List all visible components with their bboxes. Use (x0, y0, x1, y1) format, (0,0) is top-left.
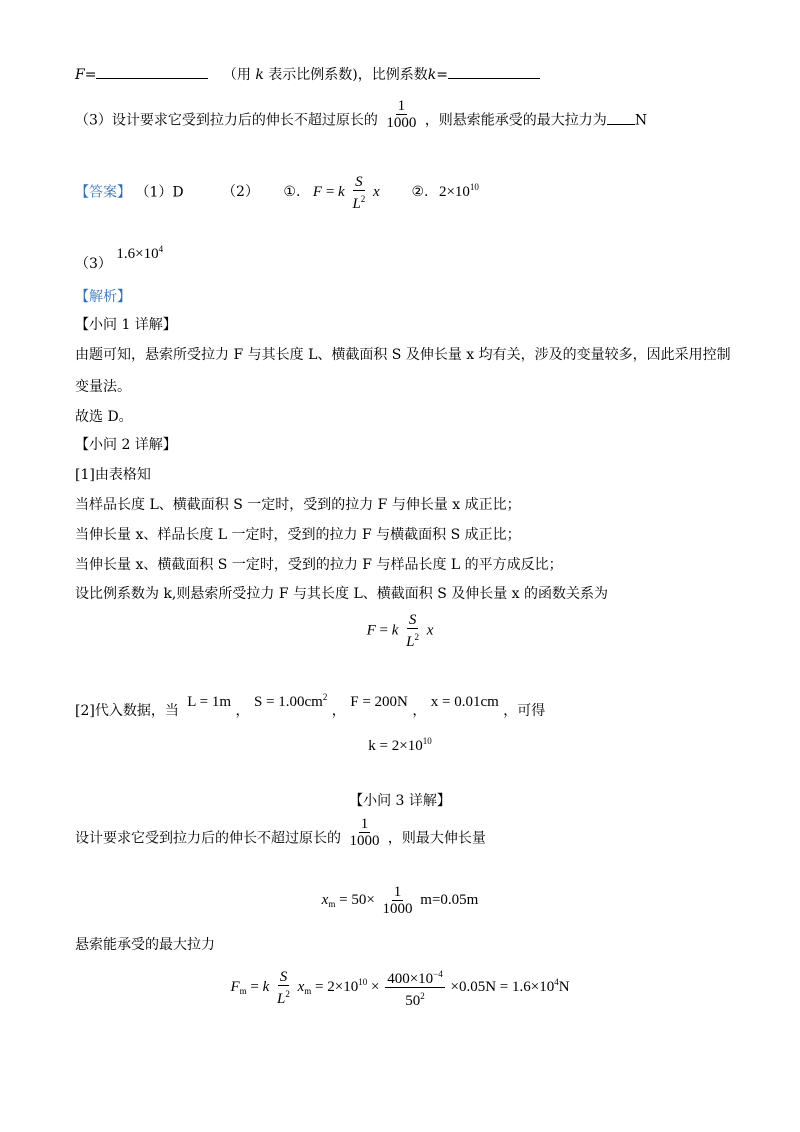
s3-frac-den: 1000 (349, 833, 380, 849)
formula-S: S (355, 174, 363, 190)
formula-F: F (312, 184, 323, 201)
section-2-text-d: 当伸长量 x、横截面积 S 一定时，受到的拉力 F 与样品长度 L 的平方成反比； (75, 557, 563, 573)
answer-part2: （2） (222, 184, 259, 201)
section-2-heading: 【小问 2 详解】 (75, 437, 177, 453)
sub-x: x = 0.01cm (430, 694, 499, 710)
k-result (0, 736, 800, 755)
sub-F: F = 200N (350, 694, 408, 710)
k-result-base: k = 2×10 (368, 738, 423, 754)
fm-num (385, 966, 445, 988)
section-2-text-a: [1]由表格知 (75, 467, 151, 483)
sub-prefix: [2]代入数据，当 (75, 703, 179, 719)
answer-blank-2 (448, 64, 540, 79)
fm-unit: N (558, 978, 570, 995)
q3-fraction (384, 98, 418, 131)
answer-line (75, 174, 479, 212)
fm-formula: $F_m = k$ $\frac{S}{L^2}$ $x_m = 2\times 10^{10}$ × $\frac{400\times 10^{-4}}{50^2}$ $\times 0.05N = 1.6\times 10^4N$ (0, 966, 800, 1009)
fm-num-exp: −4 (433, 969, 443, 979)
v3-exp: 4 (158, 244, 164, 254)
formula-L: L (352, 196, 361, 212)
xm-result: m=0.05m (420, 891, 479, 908)
q3-suffix: ，则悬索能承受的最大拉力为 (424, 112, 607, 129)
fm-num-base: 400×10 (387, 971, 434, 987)
v2-base: 2×10 (438, 184, 470, 201)
section-2-text-e: 设比例系数为 k,则悬索所受拉力 F 与其长度 L、横截面积 S 及伸长量 x 的函数关系为 (75, 586, 609, 602)
circle-2: ②. (411, 184, 429, 201)
formula-x: x (373, 184, 380, 201)
answer-formula: F = k $\frac{S}{L^2}$ x (312, 174, 380, 212)
sub-post: ，可得 (503, 703, 546, 719)
section-1-text-a: 由题可知，悬索所受拉力 F 与其长度 L、横截面积 S 及伸长量 x 均有关，涉及的变量较多，因此采用控制 (75, 347, 731, 363)
v2-exp: 10 (469, 182, 479, 193)
fm-frac-1: $\frac{S}{L^2}$ (277, 968, 290, 1007)
question-3 (75, 98, 647, 131)
v3-base: 1.6×10 (116, 246, 159, 262)
note-rest: 表示比例系数)，比例系数 (268, 67, 428, 83)
note-start: （用 (222, 67, 251, 83)
circle-1: ①. (283, 184, 301, 201)
answer-blank-3 (607, 110, 635, 125)
xm-eq: = 50× (339, 891, 375, 908)
eq-sign: = (436, 67, 448, 83)
center-fraction-1 (404, 612, 421, 650)
sub-S-text: S = 1.00cm (253, 694, 323, 710)
section-3-text-b: 悬索能承受的最大拉力 (75, 937, 215, 953)
q3-frac-num: 1 (397, 98, 406, 114)
f-label: F= (75, 67, 97, 83)
answer-part1: （1）D (135, 184, 184, 201)
xm-den: 1000 (382, 901, 413, 917)
fm-mid: = 2×10 (315, 978, 359, 995)
center-S: S (408, 612, 417, 628)
substitution-line: [2]代入数据，当 L = 1m ， $S = 1.00cm^2$ ， F = 200N ， x = 0.01cm ，可得 (75, 692, 546, 719)
s3-post: ，则最大伸长量 (387, 830, 486, 847)
sub-S: $S = 1.00cm^2$ (253, 692, 328, 710)
answer-blank-1 (96, 64, 208, 79)
question-fill-line (75, 64, 540, 84)
formula-k: k (338, 184, 345, 201)
section-2-text-c: 当伸长量 x、样品长度 L 一定时，受到的拉力 F 与横截面积 S 成正比； (75, 527, 521, 543)
section-1-heading: 【小问 1 详解】 (75, 317, 177, 333)
sub-L: L = 1m (187, 694, 232, 710)
section-3-heading: 【小问 3 详解】 (349, 793, 451, 809)
s3-prefix: 设计要求它受到拉力后的伸长不超过原长的 (75, 830, 341, 847)
s3-frac-num: 1 (360, 816, 369, 832)
section-1-text-b: 变量法。 (75, 379, 131, 395)
section-1-text-c: 故选 D。 (75, 409, 133, 425)
formula-center-1: F = k $\frac{S}{L^2}$ x (366, 612, 434, 650)
fm-den-base: 50 (405, 993, 421, 1009)
analysis-tag: 【解析】 (75, 289, 131, 305)
answer-part3: （3） (75, 256, 112, 272)
fm-tail: ×0.05N = 1.6×10 (450, 978, 555, 995)
answer-value-2 (439, 184, 479, 200)
k-symbol-2: k (427, 67, 437, 83)
xm-formula: $x_m = 50\times$ $\frac{1}{1000}$ m=0.05m (321, 884, 479, 917)
q3-prefix: （3）设计要求它受到拉力后的伸长不超过原长的 (75, 112, 378, 129)
answer-tag: 【答案】 (75, 184, 131, 201)
answer-part3-line (75, 240, 163, 273)
section-3-text-a (75, 816, 486, 849)
k-symbol: k (255, 67, 264, 83)
section-2-text-b: 当样品长度 L、横截面积 S 一定时，受到的拉力 F 与伸长量 x 成正比； (75, 497, 521, 513)
fm-tail-exp: 4 (554, 976, 559, 987)
formula-fraction (350, 174, 367, 212)
k-result-exp: 10 (422, 736, 432, 746)
xm-fraction (381, 884, 415, 917)
answer-value-3 (116, 246, 163, 262)
q3-frac-den: 1000 (386, 115, 417, 131)
center-L: L (406, 634, 415, 650)
center-den: $L^2$ (406, 632, 419, 650)
q3-unit: N (634, 112, 648, 129)
s3-fraction (347, 816, 381, 849)
xm-num: 1 (393, 884, 402, 900)
fm-frac-2 (385, 966, 445, 1009)
formula-den: $L^2$ (352, 194, 366, 212)
fm-den: $50^2$ (405, 991, 425, 1009)
